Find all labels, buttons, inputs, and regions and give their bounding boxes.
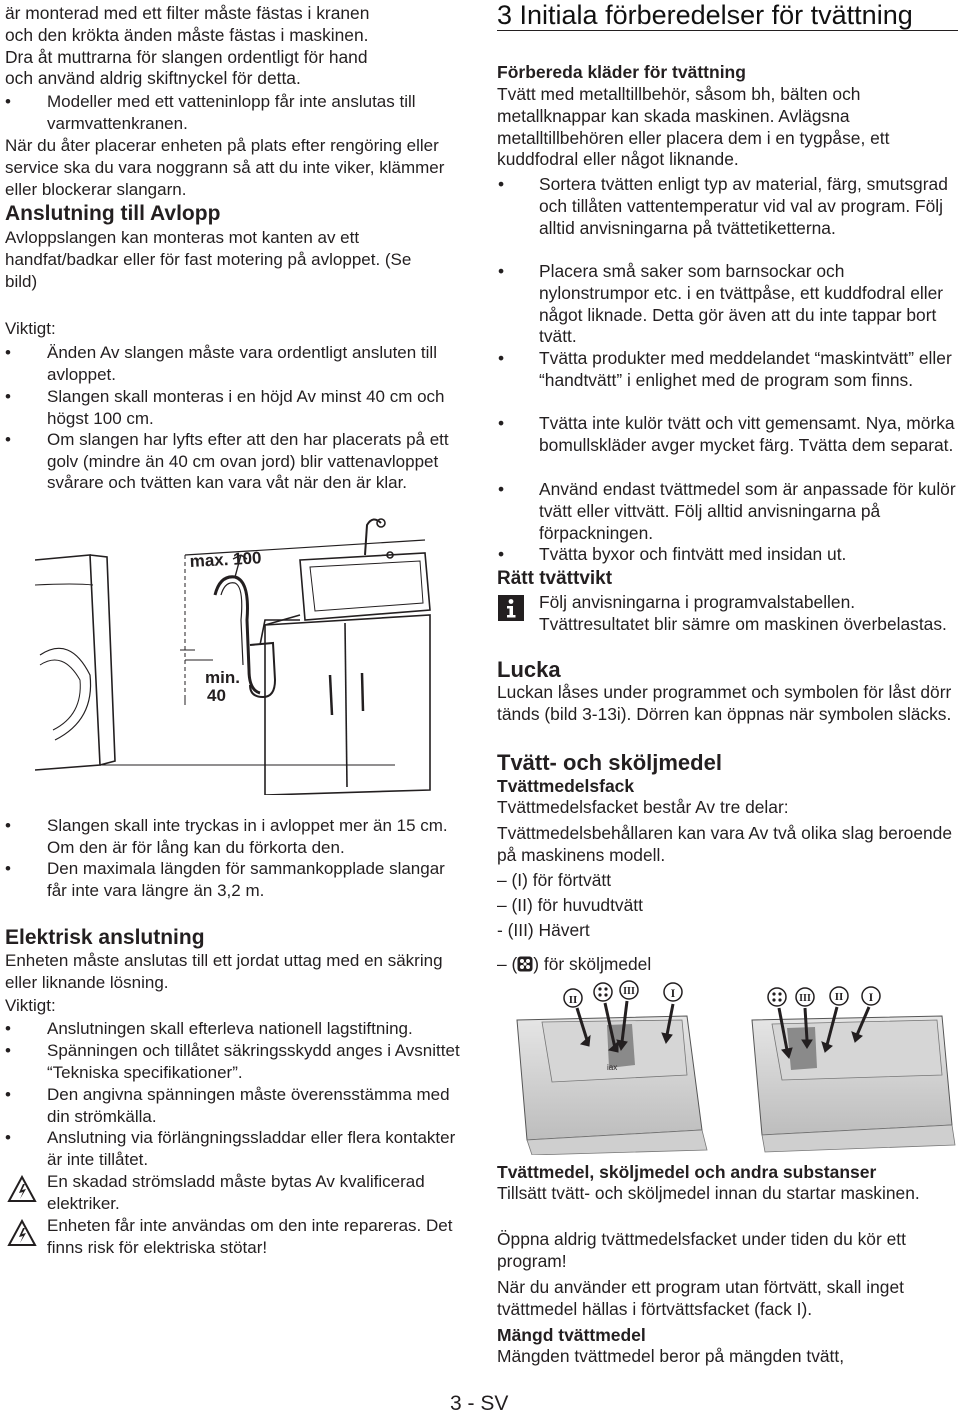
symbol-label: III (799, 993, 811, 1004)
symbol-label: II (568, 994, 578, 1006)
intro-text (5, 3, 465, 90)
warning-text: En skadad strömsladd måste bytas Av kvalificerad elektriker. (47, 1172, 425, 1213)
drawer-item-softener (497, 954, 651, 976)
symbol-label: I (868, 990, 874, 1004)
drain-bullet: • Slangen skall monteras i en höjd Av minst 40 cm och högst 100 cm. (5, 386, 465, 429)
drain-text: Avloppslangen kan monteras mot kanten av ett handfat/badkar eller för fast motering på avloppet. (Se bild) (5, 228, 412, 291)
drain-bullet: • Om slangen har lyfts efter att den har placerats på ett golv (mindre än 40 cm ovan jord) blir vattenavloppet svårare och tvätten kan vara våt när den är klar. (5, 429, 465, 494)
drawer-item: – (I) för förtvätt (497, 870, 612, 890)
hose-bullet: • Den maximala längden för sammankopplade slangar får inte vara längre än 3,2 m. (5, 858, 465, 901)
info-icon (497, 594, 525, 622)
drain-heading: Anslutning till Avlopp (5, 202, 221, 225)
electric-bullet: • Anslutningen skall efterleva nationell lagstiftning. (5, 1018, 465, 1040)
substances-text-1: Tillsätt tvätt- och sköljmedel innan du startar maskinen. (497, 1183, 920, 1203)
prepare-bullet: • Placera små saker som barnsockar och nylonstrumpor etc. i en tvättpåse, ett kuddfodral eller något liknade. Detta gör även att du inte tappar bort tvätt. (497, 261, 957, 348)
intro-line: är monterad med ett filter måste fästas i kranen (5, 3, 370, 23)
electric-bullet: • Spänningen och tillåtet säkringsskydd anges i Avsnittet “Tekniska specifikationer”. (5, 1040, 465, 1083)
intro-line: och använd aldrig skiftnyckel för detta. (5, 68, 301, 89)
electric-heading: Elektrisk anslutning (5, 926, 205, 949)
electric-text: Enheten måste anslutas till ett jordat uttag med en säkring eller liknande lösning. (5, 951, 443, 992)
prepare-bullet: • Sortera tvätten enligt typ av material, färg, smutsgrad och tillåten vattentemperatur vid val av program. Följ alltid anvisningarna på tvättetiketterna. (497, 174, 957, 239)
prepare-bullet: • Tvätta byxor och fintvätt med insidan ut. (497, 544, 957, 566)
max-label: max. 100 (189, 548, 262, 571)
section-title-block (497, 0, 958, 31)
drawer-item: - (III) Hävert (497, 920, 590, 940)
electric-bullet: • Anslutning via förlängningssladdar eller flera kontakter är inte tillåtet. (5, 1127, 465, 1170)
prepare-bullet: • Tvätta inte kulör tvätt och vitt gemensamt. Nya, mörka bomullskläder avger mycket färg. Tvätta dem separat. (497, 413, 957, 457)
load-heading: Rätt tvättvikt (497, 568, 613, 589)
substances-heading: Tvättmedel, sköljmedel och andra substanser (497, 1162, 877, 1182)
intro-line: och den krökta änden måste fästas i maskinen. (5, 24, 369, 45)
prepare-bullet: • Tvätta produkter med meddelandet “maskintvätt” eller “handtvätt” i enlighet med de program som finns. (497, 348, 957, 392)
drawer-item-prefix: – ( (497, 954, 518, 974)
drawer-brand: iax (607, 1063, 618, 1072)
drawer-text-2: Tvättmedelsbehållaren kan vara Av två olika slag beroende på maskinens modell. (497, 823, 953, 865)
drawer-item: – (II) för huvudtvätt (497, 895, 643, 915)
bullet-models: • Modeller med ett vatteninlopp får inte anslutas till varmvattenkranen. (5, 91, 465, 134)
load-info-text: Följ anvisningarna i programvalstabellen. Tvättresultatet blir sämre om maskinen överbelastas. (539, 592, 947, 634)
drawer-item-suffix: ) för sköljmedel (533, 954, 652, 974)
symbol-label: II (834, 991, 844, 1003)
section-title: 3 Initiala förberedelser för tvättning (497, 0, 913, 30)
load-info (497, 592, 957, 636)
warning-icon (7, 1175, 37, 1203)
door-text: Luckan låses under programmet och symbolen för låst dörr tänds (bild 3-13i). Dörren kan öppnas när symbolen släcks. (497, 682, 952, 724)
electric-bullet: • Den angivna spänningen måste överensstämma med din strömkälla. (5, 1084, 465, 1127)
min-label-value: 40 (207, 686, 226, 705)
page-number: 3 - SV (450, 1392, 509, 1415)
drawer-text-1: Tvättmedelsfacket består Av tre delar: (497, 797, 789, 817)
prepare-text: Tvätt med metalltillbehör, såsom bh, bälten och metallknappar kan skada maskinen. Avlägsna metalltillbehören eller placera dem i en tygpåse, ett kuddfodral eller något liknande. (497, 84, 890, 170)
flower-icon (517, 956, 533, 972)
drain-hose-illustration (35, 515, 435, 795)
amount-heading: Mängd tvättmedel (497, 1325, 646, 1345)
electric-important: Viktigt: (5, 996, 56, 1015)
replace-text: När du åter placerar enheten på plats efter rengöring eller service ska du vara noggrann så att du inte viker, klämmer eller blockerar slangarn. (5, 136, 445, 199)
prepare-bullet: • Använd endast tvättmedel som är anpassade för kulör tvätt eller vittvätt. Följ alltid anvisningarna på förpackningen. (497, 479, 957, 544)
important-label: Viktigt: (5, 319, 56, 338)
symbol-label: I (670, 986, 676, 1000)
prepare-heading: Förbereda kläder för tvättning (497, 62, 746, 82)
min-label: min. (205, 668, 240, 687)
amount-text: Mängden tvättmedel beror på mängden tvätt, (497, 1346, 845, 1366)
drawer-heading: Tvättmedelsfack (497, 776, 635, 796)
hose-bullet: • Slangen skall inte tryckas in i avloppet mer än 15 cm. Om den är för lång kan du förkorta den. (5, 815, 465, 858)
drain-bullet: • Änden Av slangen måste vara ordentligt ansluten till avloppet. (5, 342, 465, 385)
door-heading: Lucka (497, 657, 561, 682)
symbol-label: III (623, 986, 635, 997)
warning-text: Enheten får inte användas om den inte repareras. Det finns risk för elektriska stötar! (47, 1216, 453, 1257)
substances-text-3: När du använder ett program utan förtvätt, skall inget tvättmedel hällas i förtvättsfacket (fack I). (497, 1277, 904, 1319)
detergent-heading: Tvätt- och sköljmedel (497, 750, 722, 775)
intro-line: Dra åt muttrarna för slangen ordentligt för hand (5, 46, 368, 67)
substances-text-2: Öppna aldrig tvättmedelsfacket under tiden du kör ett program! (497, 1229, 906, 1271)
detergent-drawer-illustration (497, 980, 957, 1155)
warning-icon (7, 1219, 37, 1247)
